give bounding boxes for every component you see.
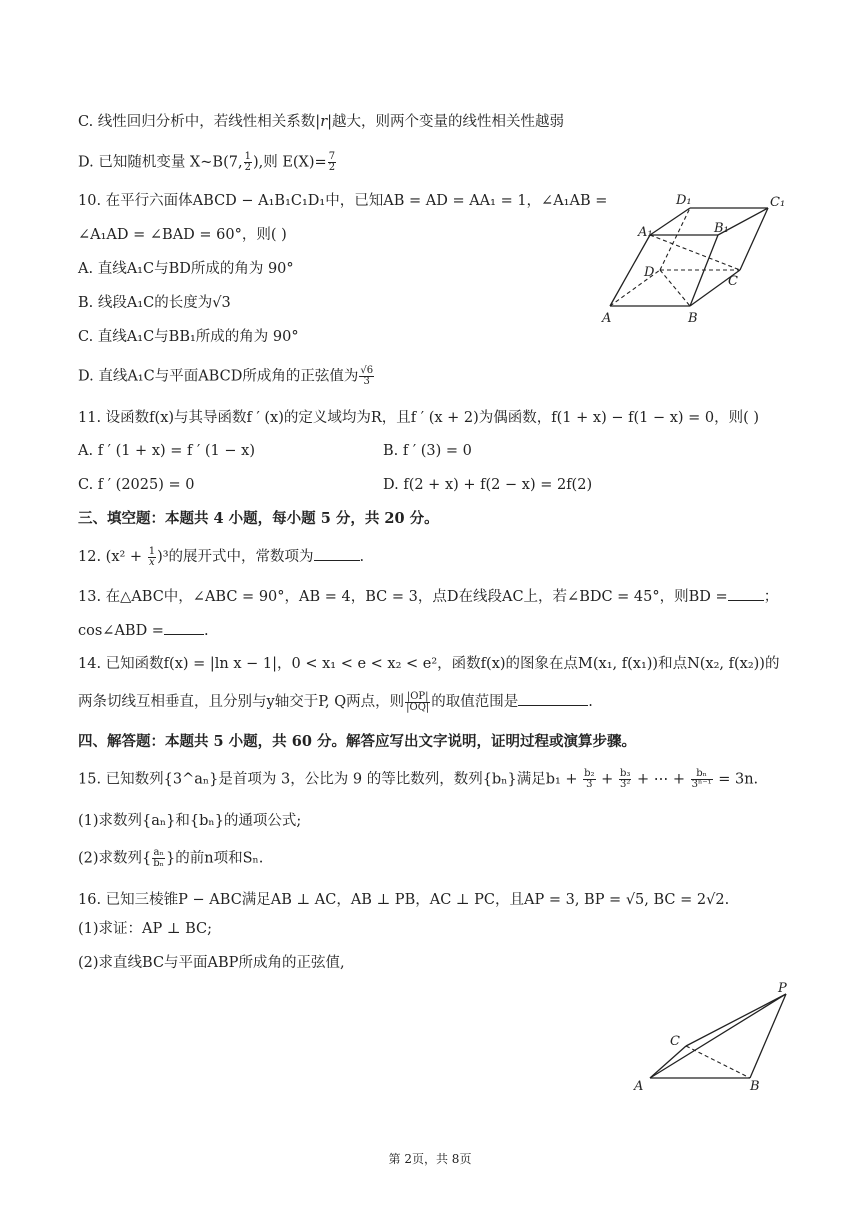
pyramid-figure — [628, 978, 798, 1093]
label-B: B — [750, 1079, 760, 1093]
label-C: C — [670, 1034, 680, 1049]
label-D: D — [644, 265, 655, 280]
q14-line2: 两条切线互相垂直，且分别与y轴交于P, Q两点，则 $\frac{|OP|}{|OQ|}$ 的取值范围是 . — [78, 690, 593, 713]
q10-option-d: D. 直线A₁C与平面ABCD所成角的正弦值为 $\frac{√6}{3}$ — [78, 365, 374, 387]
answer-blank — [164, 620, 204, 635]
q13-line2: cos∠ABD = . — [78, 620, 209, 641]
answer-blank — [728, 586, 764, 601]
q11-option-d: D. f(2 + x) + f(2 − x) = 2f(2) — [383, 477, 593, 493]
q10-option-b: B. 线段A₁C的长度为√3 — [78, 295, 231, 311]
section-3-heading: 三、填空题：本题共 4 小题，每小题 5 分，共 20 分。 — [78, 510, 439, 527]
q10-stem-line1: 10. 在平行六面体ABCD − A₁B₁C₁D₁中，已知AB = AD = AA₁ = 1，∠A₁AB = — [78, 193, 608, 209]
page-footer: 第 2页，共 8页 — [388, 1152, 472, 1166]
q14-line1: 14. 已知函数f(x) = |ln x − 1|，0 < x₁ < e < x₂ < e²，函数f(x)的图象在点M(x₁, f(x₁))和点N(x₂, f(x₂))的 — [78, 656, 780, 672]
q16-part2: (2)求直线BC与平面ABP所成角的正弦值, — [78, 955, 345, 971]
q10-option-a: A. 直线A₁C与BD所成的角为 90° — [78, 261, 294, 277]
fraction: $\frac{|OP|}{|OQ|}$ — [406, 690, 430, 713]
fraction: $\frac{1}{x}$ — [148, 545, 156, 568]
answer-blank — [518, 691, 588, 706]
label-A1: A₁ — [638, 225, 653, 240]
parallelepiped-figure — [600, 188, 800, 328]
q16-stem: 16. 已知三棱锥P − ABC满足AB ⊥ AC，AB ⊥ PB，AC ⊥ PC，且AP = 3, BP = √5, BC = 2√2. — [78, 892, 730, 908]
label-B1: B₁ — [714, 221, 729, 236]
label-P: P — [778, 981, 787, 996]
q10-option-c: C. 直线A₁C与BB₁所成的角为 90° — [78, 329, 299, 345]
q16-part1: (1)求证：AP ⊥ BC; — [78, 921, 213, 937]
answer-blank — [314, 546, 360, 561]
q12: 12. (x² + $\frac{1}{x}$ )³的展开式中，常数项为 . — [78, 545, 365, 568]
q11-option-c: C. f ′ (2025) = 0 — [78, 477, 195, 493]
q11-option-a: A. f ′ (1 + x) = f ′ (1 − x) — [78, 443, 255, 459]
fraction: $\frac{7}{2}$ — [328, 151, 336, 173]
q9-option-d: D. 已知随机变量 X~B(7, $\frac{1}{2}$ ),则 E(X)= $\frac{7}{2}$ — [78, 151, 336, 173]
label-A: A — [634, 1079, 644, 1093]
q11-option-b: B. f ′ (3) = 0 — [383, 443, 472, 459]
fraction: $\frac{1}{2}$ — [244, 151, 251, 173]
q13-line1: 13. 在△ABC中，∠ABC = 90°，AB = 4，BC = 3，点D在线段AC上，若∠BDC = 45°，则BD = ； — [78, 586, 778, 607]
label-B: B — [688, 311, 698, 326]
fraction: $\frac{\text{bₙ}}{\text{3ⁿ⁻¹}}$ — [691, 768, 712, 790]
section-4-heading: 四、解答题：本题共 5 小题，共 60 分。解答应写出文字说明，证明过程或演算步骤。 — [78, 733, 636, 750]
q11-stem: 11. 设函数f(x)与其导函数f ′ (x)的定义域均为R，且f ′ (x + 2)为偶函数，f(1 + x) − f(1 − x) = 0，则( ) — [78, 410, 760, 426]
fraction: $\frac{\text{b₂}}{3}$ — [584, 768, 595, 790]
label-D1: D₁ — [676, 193, 692, 208]
fraction: $\frac{√6}{3}$ — [360, 365, 374, 387]
fraction: $\frac{\text{aₙ}}{\text{bₙ}}$ — [153, 847, 164, 869]
q15-part2: (2)求数列{ $\frac{\text{aₙ}}{\text{bₙ}}$ }的前n项和Sₙ. — [78, 847, 264, 869]
fraction: $\frac{\text{b₃}}{\text{3²}}$ — [619, 768, 631, 790]
q15-part1: (1)求数列{aₙ}和{bₙ}的通项公式; — [78, 813, 302, 829]
q15-stem: 15. 已知数列{3^aₙ}是首项为 3，公比为 9 的等比数列，数列{bₙ}满足b₁ + $\frac{\text{b₂}}{3}$ + $\frac{\text{b₃}}{\text{3²}}$ + ⋯ + $\frac{\text{bₙ}}{\text{3ⁿ⁻¹}}$ = 3n. — [78, 768, 759, 790]
q9-option-c: C. 线性回归分析中，若线性相关系数|r|越大，则两个变量的线性相关性越弱 — [78, 114, 565, 130]
q10-stem-line2: ∠A₁AD = ∠BAD = 60°，则( ) — [78, 227, 287, 243]
label-C1: C₁ — [770, 195, 786, 210]
label-A: A — [602, 311, 612, 326]
label-C: C — [728, 274, 738, 289]
